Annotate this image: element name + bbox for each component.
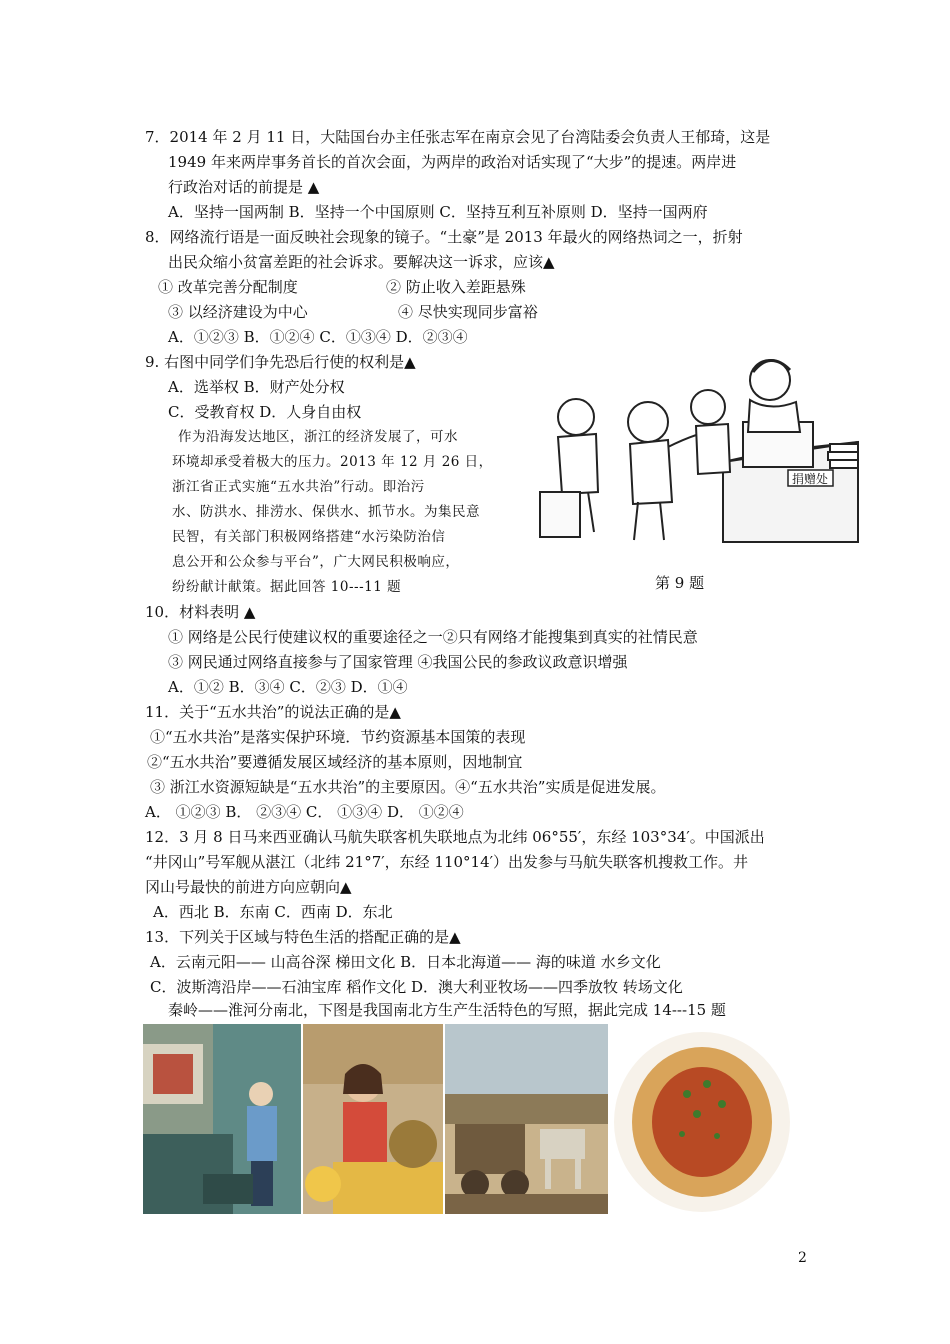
q8-item-3: ③ 以经济建设为中心: [168, 303, 308, 321]
q7-options: A．坚持一国两制 B．坚持一个中国原则 C．坚持互利互补原则 D．坚持一国两府: [168, 203, 708, 221]
q12-line-3: 冈山号最快的前进方向应朝向▲: [145, 878, 352, 896]
photo-noodles-dish: [612, 1024, 792, 1214]
q12-line-1: 12．3 月 8 日马来西亚确认马航失联客机失联地点为北纬 06°55′，东经 103°34′。中国派出: [145, 828, 765, 846]
q9-caption: 第 9 题: [655, 574, 705, 592]
q7-line-3: 行政治对话的前提是 ▲: [168, 178, 320, 196]
q8-options: A．①②③ B．①②④ C．①③④ D．②③④: [168, 328, 468, 346]
page-number: 2: [798, 1250, 807, 1266]
material-line-2: 环境却承受着极大的压力。2013 年 12 月 26 日，: [172, 454, 493, 470]
q12-options: A．西北 B．东南 C．西南 D．东北: [153, 903, 393, 921]
q8-line-1: 8．网络流行语是一面反映社会现象的镜子。“土豪”是 2013 年最火的网络热词之一，折射: [145, 228, 743, 246]
q8-item-2: ② 防止收入差距悬殊: [386, 278, 526, 296]
q8-item-1: ① 改革完善分配制度: [158, 278, 298, 296]
q9-options-2: C．受教育权 D．人身自由权: [168, 403, 362, 421]
q14-15-intro: 秦岭——淮河分南北，下图是我国南北方生产生活特色的写照，据此完成 14---15 题: [168, 1001, 726, 1019]
q7-line-2: 1949 年来两岸事务首长的首次会面，为两岸的政治对话实现了“大步”的提速。两岸进: [168, 153, 737, 171]
q11-items-3-4: ③ 浙江水资源短缺是“五水共治”的主要原因。④“五水共治”实质是促进发展。: [150, 778, 666, 796]
q7-line-1: 7．2014 年 2 月 11 日，大陆国台办主任张志军在南京会见了台湾陆委会负责人王郁琦，这是: [145, 128, 771, 146]
q8-item-4: ④ 尽快实现同步富裕: [398, 303, 538, 321]
q11-item-1: ①“五水共治”是落实保护环境．节约资源基本国策的表现: [150, 728, 526, 746]
q13-options-c-d: C．波斯湾沿岸——石油宝库 稻作文化 D．澳大利亚牧场——四季放牧 转场文化: [150, 978, 683, 996]
q9-line-1: 9. 右图中同学们争先恐后行使的权利是▲: [145, 353, 416, 371]
material-line-3: 浙江省正式实施“五水共治”行动。即治污: [172, 479, 425, 495]
q13-options-a-b: A．云南元阳—— 山高谷深 梯田文化 B．日本北海道—— 海的味道 水乡文化: [150, 953, 661, 971]
q10-line-1: 10．材料表明 ▲: [145, 603, 256, 621]
material-line-4: 水、防洪水、排涝水、保供水、抓节水。为集民意: [172, 504, 480, 520]
material-line-6: 息公开和公众参与平台”，广大网民积极响应，: [172, 554, 460, 570]
q13-line-1: 13．下列关于区域与特色生活的搭配正确的是▲: [145, 928, 461, 946]
q10-options: A．①② B．③④ C．②③ D．①④: [168, 678, 408, 696]
q9-cartoon-image: [538, 352, 860, 547]
photo-girl-with-corn: [303, 1024, 443, 1214]
photo-south-canal-town: [143, 1024, 301, 1214]
photo-north-cart-field: [445, 1024, 608, 1214]
q12-line-2: “井冈山”号军舰从湛江（北纬 21°7′，东经 110°14′）出发参与马航失联客机搜救工作。井: [145, 853, 749, 871]
q11-line-1: 11．关于“五水共治”的说法正确的是▲: [145, 703, 401, 721]
q8-line-2: 出民众缩小贫富差距的社会诉求。要解决这一诉求，应该▲: [168, 253, 555, 271]
q10-items-1-2: ① 网络是公民行使建议权的重要途径之一②只有网络才能搜集到真实的社情民意: [168, 628, 698, 646]
q11-options: A． ①②③ B． ②③④ C． ①③④ D． ①②④: [145, 803, 464, 821]
material-line-5: 民智，有关部门积极网络搭建“水污染防治信: [172, 529, 446, 545]
donation-sign-text: 捐赠处: [791, 472, 829, 486]
q11-item-2: ②“五水共治”要遵循发展区域经济的基本原则，因地制宜: [147, 753, 523, 771]
q9-options-1: A．选举权 B．财产处分权: [168, 378, 345, 396]
q10-items-3-4: ③ 网民通过网络直接参与了国家管理 ④我国公民的参政议政意识增强: [168, 653, 628, 671]
material-line-1: 作为沿海发达地区，浙江的经济发展了，可水: [178, 429, 458, 445]
material-line-7: 纷纷献计献策。据此回答 10---11 题: [172, 579, 402, 595]
